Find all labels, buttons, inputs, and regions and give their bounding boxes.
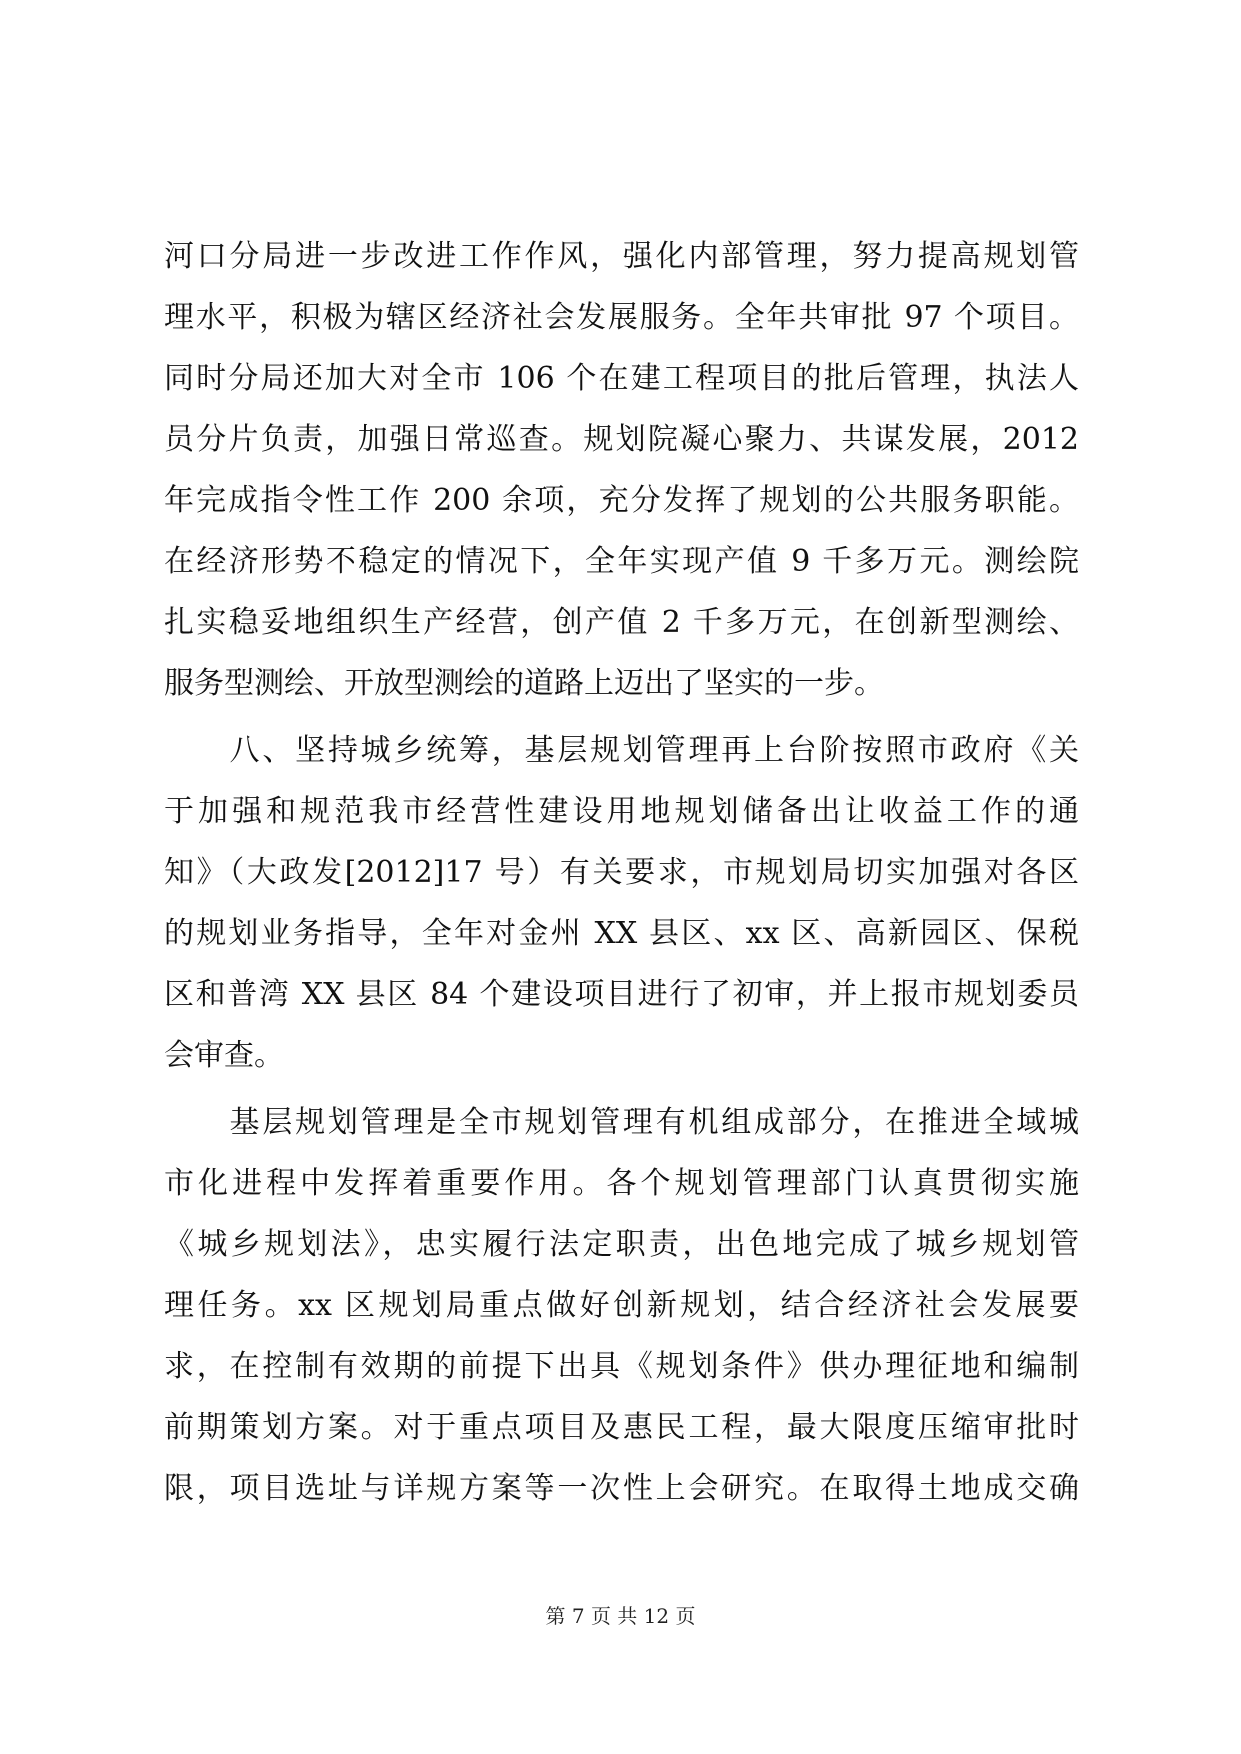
text-line: 年完成指令性工作 200 余项，充分发挥了规划的公共服务职能。 <box>164 483 1079 518</box>
page-number: 第 7 页 共 12 页 <box>545 1604 696 1628</box>
text-line: 基层规划管理是全市规划管理有机组成部分，在推进全域城 <box>164 1105 1079 1140</box>
text-line: 理水平，积极为辖区经济社会发展服务。全年共审批 97 个项目。 <box>164 300 1079 335</box>
text-line: 限，项目选址与详规方案等一次性上会研究。在取得土地成交确 <box>164 1471 1079 1506</box>
text-line: 河口分局进一步改进工作作风，强化内部管理，努力提高规划管 <box>164 239 1079 274</box>
text-line: 前期策划方案。对于重点项目及惠民工程，最大限度压缩审批时 <box>164 1410 1079 1445</box>
text-line: 于加强和规范我市经营性建设用地规划储备出让收益工作的通 <box>164 794 1079 829</box>
text-line: 的规划业务指导，全年对金州 XX 县区、xx 区、高新园区、保税 <box>164 916 1079 951</box>
text-line: 扎实稳妥地组织生产经营，创产值 2 千多万元，在创新型测绘、 <box>164 605 1079 640</box>
text-line: 员分片负责，加强日常巡查。规划院凝心聚力、共谋发展，2012 <box>164 422 1079 457</box>
text-line: 求，在控制有效期的前提下出具《规划条件》供办理征地和编制 <box>164 1349 1079 1384</box>
body-text <box>164 226 1079 1519</box>
text-line: 同时分局还加大对全市 106 个在建工程项目的批后管理，执法人 <box>164 361 1079 396</box>
text-line: 会审查。 <box>164 1038 284 1073</box>
text-line: 八、坚持城乡统筹，基层规划管理再上台阶按照市政府《关 <box>164 733 1079 768</box>
text-line: 服务型测绘、开放型测绘的道路上迈出了坚实的一步。 <box>164 666 884 701</box>
page-footer <box>0 1603 1241 1629</box>
text-line: 区和普湾 XX 县区 84 个建设项目进行了初审，并上报市规划委员 <box>164 977 1079 1012</box>
text-line: 知》（大政发[2012]17 号）有关要求，市规划局切实加强对各区 <box>164 855 1079 890</box>
text-line: 《城乡规划法》，忠实履行法定职责，出色地完成了城乡规划管 <box>164 1227 1079 1262</box>
text-line: 在经济形势不稳定的情况下，全年实现产值 9 千多万元。测绘院 <box>164 544 1079 579</box>
text-line: 市化进程中发挥着重要作用。各个规划管理部门认真贯彻实施 <box>164 1166 1079 1201</box>
text-line: 理任务。xx 区规划局重点做好创新规划，结合经济社会发展要 <box>164 1288 1079 1323</box>
